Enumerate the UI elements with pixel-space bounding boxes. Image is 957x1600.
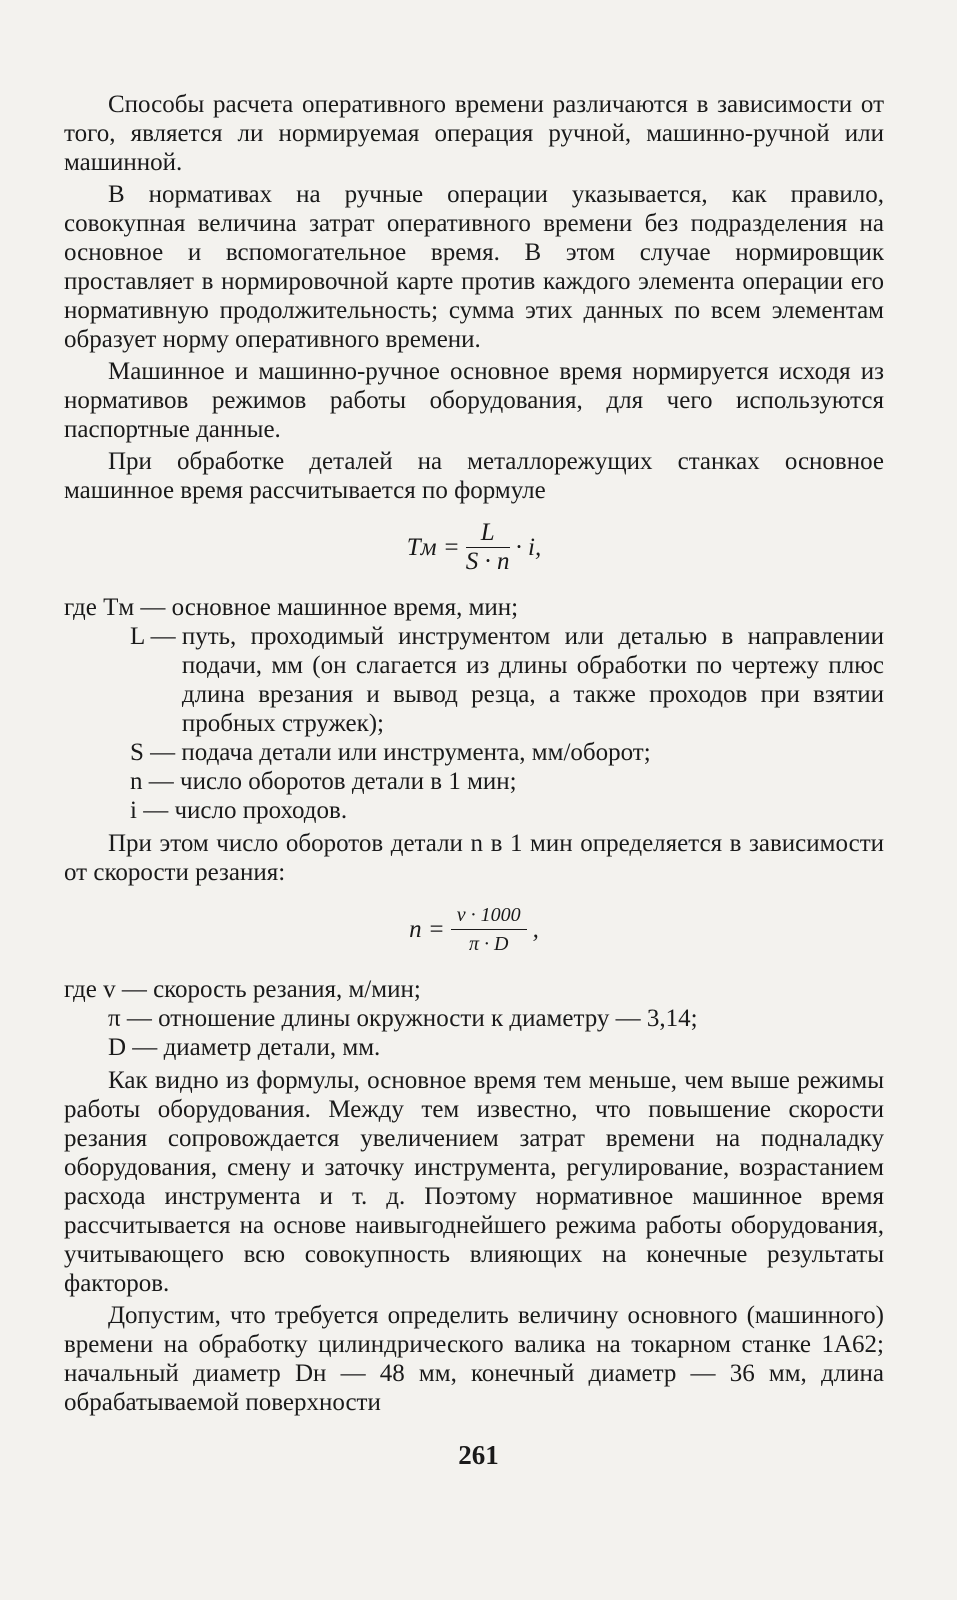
definition-text: число проходов.: [174, 797, 348, 824]
definition-text: отношение длины окружности к диаметру — 3,14;: [158, 1005, 698, 1032]
definition-text: путь, проходимый инструментом или деталью в направлении подачи, мм (он слагается из длины обработки по чертежу плюс длина врезания и вывод резца, а также проходов при взятии пробных стружек);: [181, 623, 884, 737]
definition-symbol: где Tм —: [64, 594, 172, 621]
page-content: [64, 90, 884, 1417]
definition-row: [64, 622, 884, 738]
definition-text: диаметр детали, мм.: [163, 1034, 381, 1061]
definition-row: [64, 767, 884, 796]
definition-row: [64, 738, 884, 767]
paragraph-5: При этом число оборотов детали n в 1 мин определяется в зависимости от скорости резания:: [64, 830, 884, 886]
definition-symbol: S —: [130, 739, 182, 766]
paragraph-2: В нормативах на ручные операции указывается, как правило, совокупная величина затрат оперативного времени без подразделения на основное и вспомогательное время. В этом случае нормировщик проставляет в нормировочной карте против каждого элемента операции его нормативную продолжительность; сумма этих данных по всем элементам образует норму оперативного времени.: [64, 181, 884, 353]
formula-1-denominator: S · n: [465, 548, 510, 575]
definition-text: число оборотов детали в 1 мин;: [180, 768, 517, 795]
formula-2-lhs: n =: [409, 915, 445, 943]
definition-row: [64, 796, 884, 825]
formula-1-fraction: [466, 519, 510, 576]
definition-text: основное машинное время, мин;: [171, 594, 519, 621]
paragraph-6: Как видно из формулы, основное время тем меньше, чем выше режимы работы оборудования. Между тем известно, что повышение скорости резания сопровождается увеличением затрат времени на подналадку оборудования, смену и заточку инструмента, регулирование, возрастанием расхода инструмента и т. д. Поэтому нормативное машинное время рассчитывается на основе наивыгоднейшего режима работы оборудования, учитывающего всю совокупность влияющих на конечные результаты факторов.: [64, 1067, 884, 1297]
paragraph-4: При обработке деталей на металлорежущих станках основное машинное время рассчитывается по формуле: [64, 448, 884, 504]
definitions-2: [64, 975, 884, 1062]
formula-rotation-count: [64, 901, 884, 965]
definitions-1: [64, 593, 884, 825]
formula-2-rhs: ,: [532, 915, 539, 943]
definition-symbol: π —: [108, 1005, 159, 1032]
formula-2-numerator: v · 1000: [451, 901, 527, 930]
definition-symbol: D —: [108, 1034, 164, 1061]
definition-row: [64, 975, 884, 1004]
paragraph-3: Машинное и машинно-ручное основное время нормируется исходя из нормативов режимов работы оборудования, для чего используются паспортные данные.: [64, 358, 884, 443]
definition-symbol: L —: [130, 623, 182, 650]
definition-row: [64, 1004, 884, 1033]
paragraph-7: Допустим, что требуется определить величину основного (машинного) времени на обработку цилиндрического валика на токарном станке 1А62; начальный диаметр Dн — 48 мм, конечный диаметр — 36 мм, длина обрабатываемой поверхности: [64, 1302, 884, 1416]
definition-symbol: i —: [130, 797, 175, 824]
formula-machine-time: [64, 519, 884, 583]
definition-symbol: где v —: [64, 976, 154, 1003]
definition-text: скорость резания, м/мин;: [153, 976, 421, 1003]
formula-2-fraction: [451, 901, 527, 958]
formula-1-lhs: Tм =: [406, 533, 460, 561]
page-number: 261: [458, 1440, 499, 1470]
formula-2-denominator: π · D: [468, 933, 509, 955]
definition-text: подача детали или инструмента, мм/оборот;: [181, 739, 651, 766]
definition-row: [64, 1033, 884, 1062]
definition-row: [64, 593, 884, 622]
formula-1-rhs: · i,: [515, 533, 542, 561]
definition-symbol: n —: [130, 768, 180, 795]
formula-1-numerator: L: [466, 519, 510, 548]
paragraph-1: Способы расчета оперативного времени различаются в зависимости от того, является ли нормируемая операция ручной, машинно-ручной или машинной.: [64, 91, 884, 176]
